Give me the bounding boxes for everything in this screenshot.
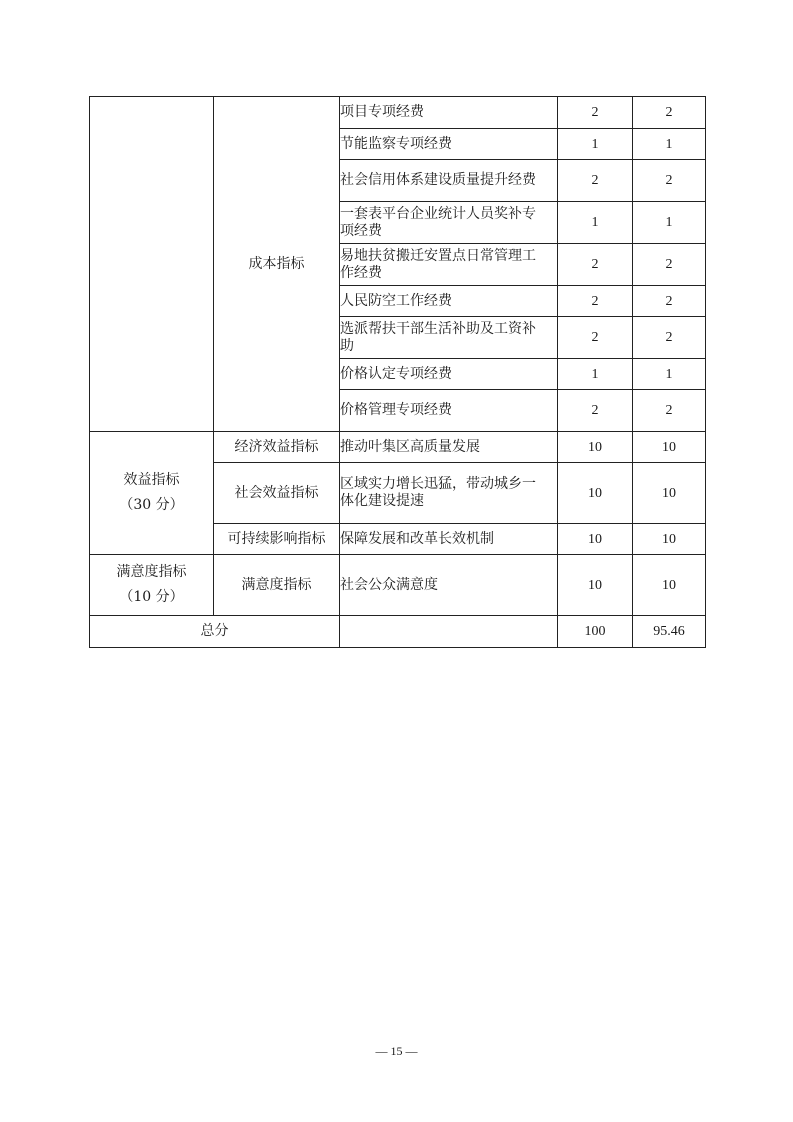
category-benefit-name: 效益指标: [123, 472, 180, 488]
standard-score-cell: 2: [558, 160, 633, 202]
item-cell: [340, 317, 558, 359]
item-cell: 价格认定专项经费: [340, 359, 558, 390]
item-cell: 保障发展和改革长效机制: [340, 524, 558, 555]
standard-score-cell: 2: [558, 286, 633, 317]
category-cell-empty: [90, 97, 214, 432]
standard-score-cell: 2: [558, 390, 633, 432]
score-cell: 1: [633, 129, 706, 160]
score-cell: 10: [633, 463, 706, 524]
page-number: — 15 —: [375, 1044, 418, 1058]
table-row: [90, 555, 706, 616]
score-cell: 2: [633, 160, 706, 202]
standard-score-cell: 2: [558, 317, 633, 359]
indicator-cell: 满意度指标: [214, 555, 340, 616]
score-cell: 2: [633, 286, 706, 317]
standard-score-cell: 10: [558, 463, 633, 524]
indicator-cost: 成本指标: [214, 97, 340, 432]
table-row: [90, 97, 706, 129]
item-text: 选派帮扶干部生活补助及工资补助: [340, 320, 536, 354]
category-satisfaction: [90, 555, 214, 616]
standard-score-cell: 1: [558, 359, 633, 390]
item-text: 社会信用体系建设质量提升经费: [340, 172, 536, 188]
item-cell: [340, 202, 558, 244]
score-cell: 2: [633, 97, 706, 129]
score-cell: 10: [633, 524, 706, 555]
score-cell: 1: [633, 359, 706, 390]
indicator-cell: 社会效益指标: [214, 463, 340, 524]
standard-score-cell: 10: [558, 524, 633, 555]
item-cell: [340, 616, 558, 648]
item-text: 区域实力增长迅猛，带动城乡一体化建设提速: [340, 476, 536, 509]
score-cell: 2: [633, 244, 706, 286]
total-row: [90, 616, 706, 648]
indicator-cell: 可持续影响指标: [214, 524, 340, 555]
item-cell: 社会公众满意度: [340, 555, 558, 616]
total-score: 95.46: [633, 616, 706, 648]
total-standard-score: 100: [558, 616, 633, 648]
score-cell: 10: [633, 555, 706, 616]
item-cell: [340, 244, 558, 286]
item-text: 一套表平台企业统计人员奖补专项经费: [340, 205, 536, 239]
item-cell: 人民防空工作经费: [340, 286, 558, 317]
standard-score-cell: 2: [558, 97, 633, 129]
standard-score-cell: 10: [558, 432, 633, 463]
item-cell: 价格管理专项经费: [340, 390, 558, 432]
score-cell: 2: [633, 390, 706, 432]
standard-score-cell: 10: [558, 555, 633, 616]
item-cell: 项目专项经费: [340, 97, 558, 129]
standard-score-cell: 1: [558, 129, 633, 160]
item-cell: 推动叶集区高质量发展: [340, 432, 558, 463]
score-cell: 10: [633, 432, 706, 463]
performance-score-table: [89, 96, 706, 648]
item-cell: [340, 463, 558, 524]
category-satisfaction-points: （10 分）: [119, 589, 184, 605]
category-satisfaction-name: 满意度指标: [116, 564, 187, 580]
standard-score-cell: 1: [558, 202, 633, 244]
item-cell: [340, 160, 558, 202]
score-cell: 1: [633, 202, 706, 244]
item-cell: 节能监察专项经费: [340, 129, 558, 160]
item-text: 易地扶贫搬迁安置点日常管理工作经费: [340, 247, 536, 281]
score-cell: 2: [633, 317, 706, 359]
category-benefit: [90, 432, 214, 555]
table-row: [90, 432, 706, 463]
total-label: 总分: [90, 616, 340, 648]
category-benefit-points: （30 分）: [119, 497, 184, 513]
standard-score-cell: 2: [558, 244, 633, 286]
indicator-cell: 经济效益指标: [214, 432, 340, 463]
